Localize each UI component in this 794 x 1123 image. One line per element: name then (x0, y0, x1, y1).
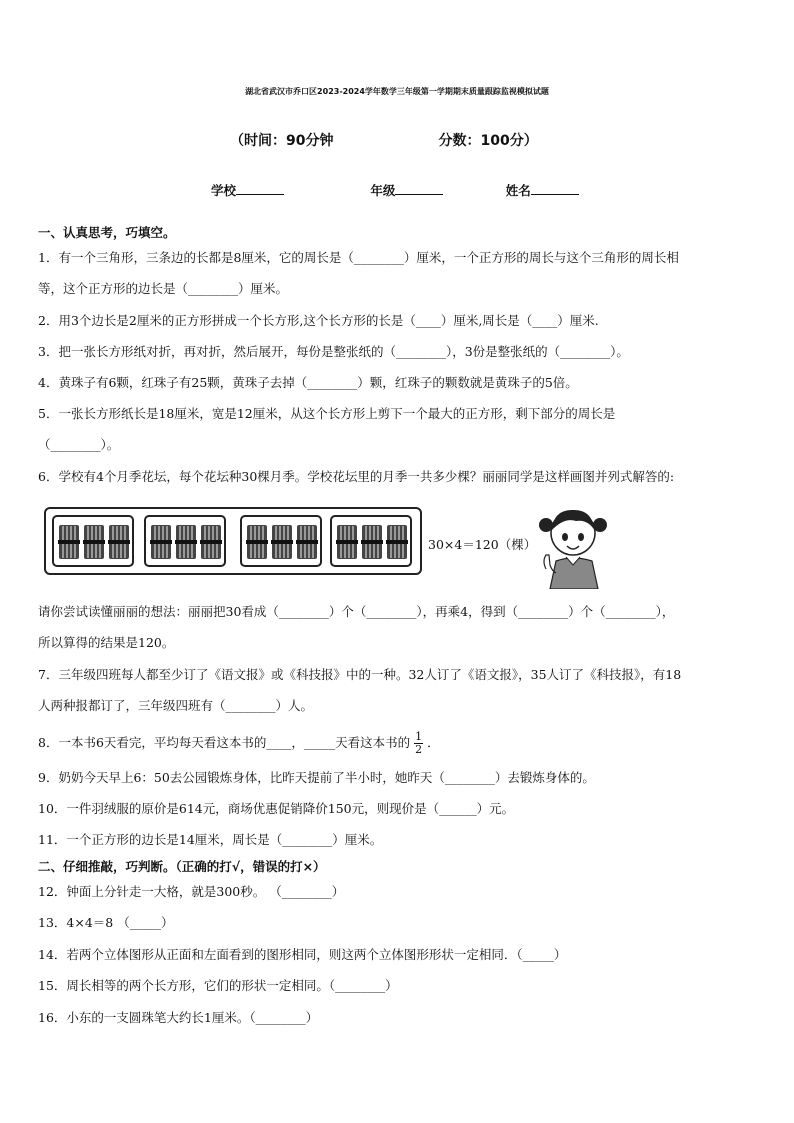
question-1-line-1: 1．有一个三角形，三条边的长都是8厘米，它的周长是（________）厘米，一个正方形的周长与这个三角形的周长相 (38, 250, 679, 265)
stick-bundle-icon (386, 524, 408, 560)
school-blank[interactable] (236, 182, 284, 195)
question-6-line-3: 所以算得的结果是120。 (38, 635, 175, 650)
question-14: 14．若两个立体图形从正面和左面看到的图形相同，则这两个立体图形形状一定相同．（_____） (38, 947, 567, 962)
question-10: 10．一件羽绒服的原价是614元，商场优惠促销降价150元，则现价是（______）元。 (38, 801, 515, 816)
bundles-illustration (44, 507, 422, 575)
stick-bundle-icon (246, 524, 268, 560)
bundle-group (330, 515, 412, 567)
exam-score: 分数：100分） (438, 133, 538, 149)
stick-bundle-icon (108, 524, 130, 560)
question-2: 2．用3个边长是2厘米的正方形拼成一个长方形,这个长方形的长是（____）厘米,周长是（____）厘米. (38, 313, 599, 328)
question-8-end: ． (427, 735, 440, 750)
section-heading-judge: 二、仔细推敲，巧判断。（正确的打√，错误的打×） (38, 859, 326, 874)
stick-bundle-icon (200, 524, 222, 560)
stick-bundle-icon (83, 524, 105, 560)
question-6-line-1: 6．学校有4个月季花坛，每个花坛种30棵月季。学校花坛里的月季一共多少棵？丽丽同学是这样画图并列式解答的: (38, 469, 675, 484)
exam-time: （时间：90分钟 (230, 133, 334, 149)
question-8-text: 8．一本书6天看完，平均每天看这本书的____，_____天看这本书的 (38, 735, 411, 750)
stick-bundle-icon (271, 524, 293, 560)
bundle-group (52, 515, 134, 567)
question-9: 9．奶奶今天早上6：50去公园锻炼身体，比昨天提前了半小时，她昨天（________）去锻炼身体的。 (38, 770, 595, 785)
equation-text: 30×4＝120（棵） (428, 537, 537, 552)
name-field (506, 181, 579, 199)
question-3: 3．把一张长方形纸对折，再对折，然后展开，每份是整张纸的（________），3份是整张纸的（________）。 (38, 344, 629, 359)
question-16: 16．小东的一支圆珠笔大约长1厘米。（________） (38, 1010, 319, 1025)
question-6-line-2: 请你尝试读懂丽丽的想法：丽丽把30看成（________）个（________），再乘4，得到（________）个（________）， (38, 604, 675, 619)
stick-bundle-icon (296, 524, 318, 560)
girl-illustration-icon (536, 499, 610, 589)
page-title: 湖北省武汉市乔口区2023-2024学年数学三年级第一学期期末质量跟踪监视模拟试题 (245, 87, 549, 96)
school-field (211, 181, 284, 199)
stick-bundle-icon (150, 524, 172, 560)
stick-bundle-icon (175, 524, 197, 560)
fraction-one-half (414, 731, 423, 756)
question-7-line-1: 7．三年级四班每人都至少订了《语文报》或《科技报》中的一种。32人订了《语文报》，35人订了《科技报》，有18 (38, 667, 682, 682)
bundle-group (144, 515, 226, 567)
section-heading-fill-blank: 一、认真思考，巧填空。 (38, 225, 176, 240)
fraction-denominator: 2 (415, 743, 423, 756)
question-5-line-1: 5．一张长方形纸长是18厘米，宽是12厘米，从这个长方形上剪下一个最大的正方形，剩下部分的周长是 (38, 406, 616, 421)
bundle-group (240, 515, 322, 567)
stick-bundle-icon (336, 524, 358, 560)
question-12: 12．钟面上分针走一大格，就是300秒。 （________） (38, 884, 345, 899)
question-13: 13．4×4＝8 （_____） (38, 915, 174, 930)
grade-field (370, 181, 443, 199)
question-5-line-2: （________）。 (38, 437, 120, 452)
question-8 (38, 731, 440, 756)
student-info (211, 181, 579, 199)
stick-bundle-icon (361, 524, 383, 560)
name-blank[interactable] (531, 182, 579, 195)
grade-label: 年级 (370, 183, 396, 198)
question-4: 4．黄珠子有6颗，红珠子有25颗，黄珠子去掉（________）颗，红珠子的颗数就是黄珠子的5倍。 (38, 375, 578, 390)
stick-bundle-icon (58, 524, 80, 560)
question-7-line-2: 人两种报都订了，三年级四班有（________）人。 (38, 698, 314, 713)
question-11: 11．一个正方形的边长是14厘米，周长是（________）厘米。 (38, 832, 383, 847)
question-1-line-2: 等，这个正方形的边长是（________）厘米。 (38, 281, 289, 296)
fraction-numerator: 1 (415, 730, 423, 743)
question-15: 15．周长相等的两个长方形，它们的形状一定相同。（________） (38, 978, 398, 993)
grade-blank[interactable] (395, 182, 443, 195)
exam-meta (230, 130, 538, 150)
name-label: 姓名 (505, 183, 531, 198)
school-label: 学校 (211, 183, 237, 198)
